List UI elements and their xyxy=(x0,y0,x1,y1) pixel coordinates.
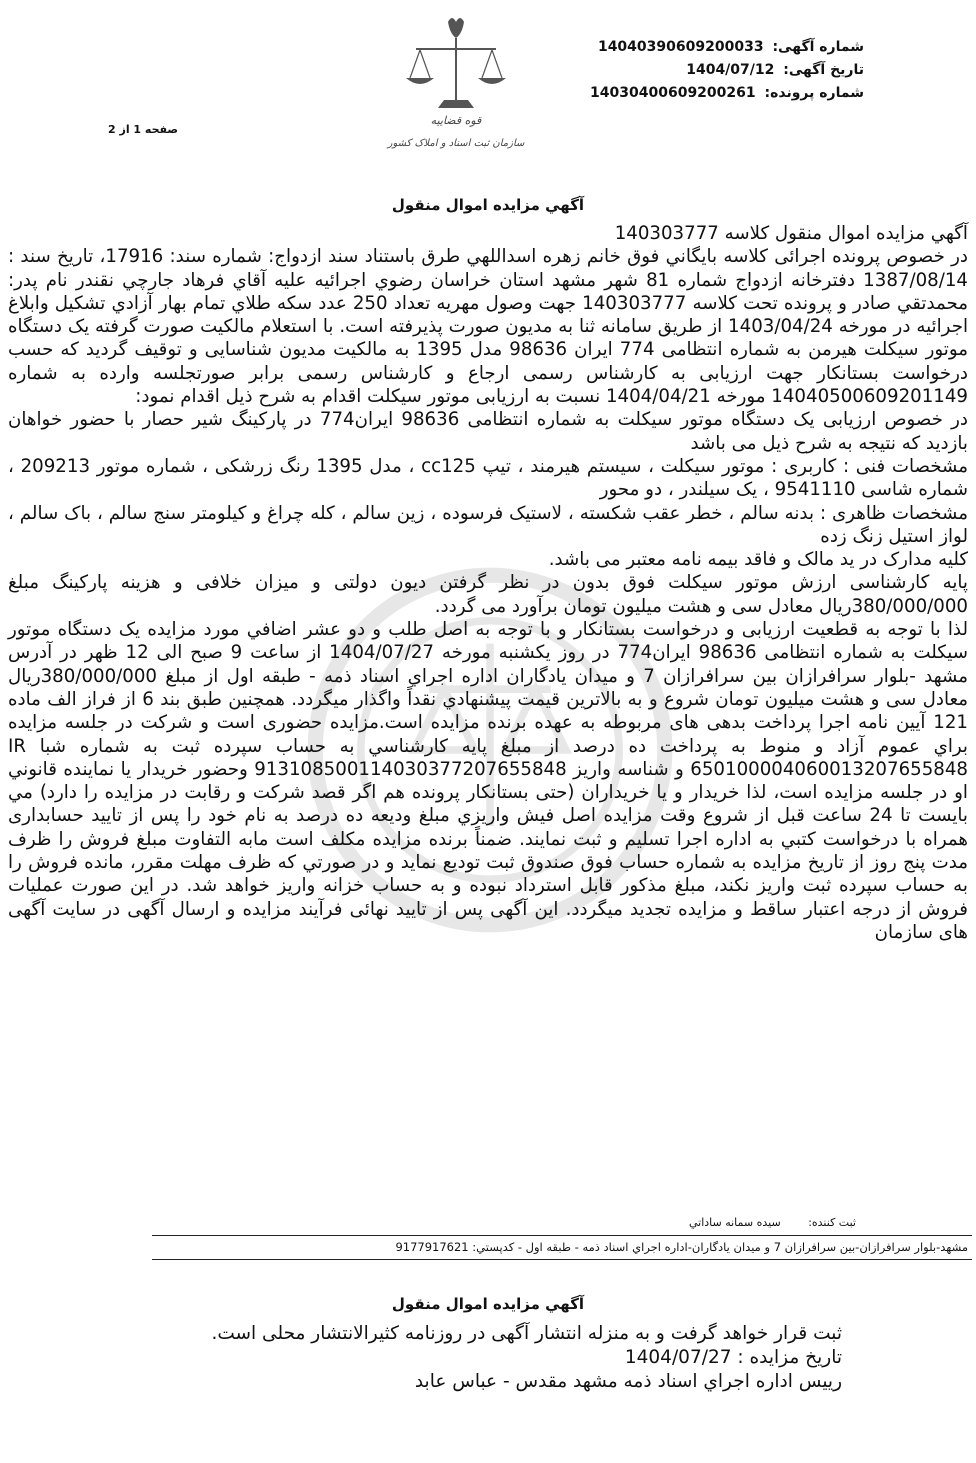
footer-line-auction-date: تاريخ مزايده : 1404/07/27 xyxy=(624,1347,842,1368)
emblem-caption-organization: سازمان ثبت اسناد و املاک کشور xyxy=(387,138,525,149)
body-paragraph-2: در خصوص پرونده اجرائی كلاسه بايگاني فوق خانم زهره اسداللهي طرق باستناد سند ازدواج: شماره سند: 17916، تاريخ سند : 1387/08/14 دفترخانه ازدواج شماره 81 شهر مشهد استان خراسان رضوي اجرائيه عليه آقاي فرهاد جارچي نقندر نام پدر: محمدتقي صادر و پرونده تحت كلاسه 140303777 جهت وصول مهريه تعداد 250 عدد سكه طلاي تمام بهار آزادي تشكيل وابلاغ اجرائيه در مورخه 1403/04/24 از طريق سامانه ثنا به مديون صورت پذيرفته است. با استعلام مالكيت صورت گرفته يک دستگاه موتور سيکلت هيرمن به شماره انتظامی 774 ايران 98636 مدل 1395 به مالکيت مديون شناسايی و توقيف گرديد كه حسب درخواست بستانكار جهت ارزيابی به كارشناس رسمی ارجاع و كارشناس رسمی برابر صورتجلسه وارده به شماره 14040500609201149 مورخه 1404/04/21 نسبت به ارزيابی موتور سيکلت اقدام به شرح ذيل اقدام نمود: xyxy=(8,246,969,408)
notice-meta xyxy=(590,36,864,105)
footer-line-signatory: رييس اداره اجراي اسناد ذمه مشهد مقدس - عباس عابد xyxy=(414,1371,842,1392)
judiciary-emblem-icon xyxy=(372,8,542,156)
footer-line-publication: ثبت قرار خواهد گرفت و به منزله انتشار آگهی در روزنامه كثيرالانتشار محلی است. xyxy=(211,1323,842,1344)
body-paragraph-6: کليه مدارک در يد مالک و فاقد بيمه نامه معتبر می باشد. xyxy=(548,549,968,571)
registrar-name: سيده سمانه ساداتي xyxy=(688,1216,781,1229)
body-paragraph-4: مشخصات فنی : کاربری : موتور سيکلت ، سيستم هيرمند ، تيپ cc125 ، مدل 1395 رنگ زرشکی ، شماره موتور 209213 ، شماره شاسی 9541110 ، يک سيلندر ، دو محور xyxy=(8,455,969,501)
notice-number-row xyxy=(590,36,864,59)
registrar xyxy=(689,1216,856,1229)
notice-date-label: تاریخ آگهی: xyxy=(783,62,864,78)
notice-body xyxy=(8,222,968,944)
notice-number-label: شماره آگهی: xyxy=(772,39,864,55)
emblem-caption-judiciary: قوه قضاییه xyxy=(430,114,482,127)
notice-date: 1404/07/12 xyxy=(686,62,775,78)
body-paragraph-5: مشخصات ظاهری : بدنه سالم ، خطر عقب شکسته ، لاستيک فرسوده ، زين سالم ، کله چراغ و کيلومتر سنج سالم ، باک سالم ، لواز استيل زنگ زده xyxy=(8,502,968,547)
page-indicator: صفحه 1 از 2 xyxy=(108,123,179,136)
case-number-row xyxy=(590,82,864,105)
registrar-label: ثبت كننده: xyxy=(808,1216,856,1229)
notice-title-page2: آگهي مزايده اموال منقول xyxy=(391,1295,585,1313)
notice-title: آگهي مزايده اموال منقول xyxy=(391,196,585,214)
notice-number: 14040390609200033 xyxy=(597,39,764,55)
case-number-label: شماره پرونده: xyxy=(764,85,864,101)
body-paragraph-8: لذا با توجه به قطعيت ارزيابی و درخواست بستانكار و با توجه به اصل طلب و دو عشر اضافي مورد مزايده يک دستگاه موتور سيکلت به شماره انتظامی 98636 ايران774 در روز يكشنبه مورخه 1404/07/27 از ساعت 9 صبح الی 12 ظهر در آدرس مشهد -بلوار سرافرازان بين سرافرازان 7 و ميدان يادگاران اداره اجراي اسناد ذمه - طبقه اول از مبلغ 380/000/000ريال معادل سی و هشت ميليون تومان شروع و به بالاترين قيمت پيشنهادي نقداً واگذار ميگردد. همچنين طبق بند 6 از فراز الف ماده 121 آيين نامه اجرا پرداخت بدهی های مربوطه به عهده برنده مزايده است.مزايده حضوری است و شركت در جلسه مزايده براي عموم آزاد و منوط به پرداخت ده درصد از مبلغ پايه كارشناسي به حساب سپرده ثبت به شماره شبا IR 650100004060013207655848 و شناسه واريز 913108500114030377207655848 وحضور خريدار يا نماينده قانوني او در جلسه مزايده است، لذا خريدار و يا خريداران (حتی بستانكار پرونده هم اگر قصد شركت و رقابت در مزايده را دارد) مي بايست تا 24 ساعت قبل از شروع وقت مزايده اصل فيش واريزي مبلغ وديعه ده درصد به نام خود را پس از تاييد حسابداری همراه با درخواست كتبي به اداره اجرا تسليم و ثبت نمايند. ضمناً برنده مزايده مكلف است مابه التفاوت مبلغ فروش را ظرف مدت پنج روز از تاريخ مزايده به شماره حساب فوق صندوق ثبت توديع نمايد و در صورتي كه ظرف مهلت مقرر، مانده فروش را به حساب سپرده ثبت واريز نكند، مبلغ مذكور قابل استرداد نبوده و به حساب خزانه واريز خواهد شد. در اين صورت عمليات فروش از درجه اعتبار ساقط و مزايده تجديد ميگردد. اين آگهی پس از تاييد نهائی فرآيند مزايده و ارسال آگهی در سايت آگهی های سازمان xyxy=(8,619,969,943)
body-paragraph-1: آگهي مزايده اموال منقول كلاسه 140303777 xyxy=(614,223,968,244)
body-paragraph-7: پايه کارشناسی ارزش موتور سيکلت فوق بدون در نظر گرفتن ديون دولتی و ميزان خلافی و هزينه پارکينگ مبلغ 380/000/000ريال معادل سی و هشت ميليون تومان برآورد می گردد. xyxy=(8,572,968,617)
divider-top xyxy=(152,1235,972,1236)
notice-date-row xyxy=(590,59,864,82)
case-number: 14030400609200261 xyxy=(590,85,756,101)
office-address: مشهد-بلوار سرافرازان-بين سرافرازان 7 و ميدان يادگاران-اداره اجراي اسناد ذمه - طبقه اول - كدپستي: 9177917621 xyxy=(395,1240,968,1254)
divider-bottom xyxy=(152,1259,972,1260)
body-paragraph-3: در خصوص ارزيابی يک دستگاه موتور سيکلت به شماره انتظامی 98636 ايران774 در پارکينگ شير حصار با حضور خواهان بازديد كه نتيجه به شرح ذيل می باشد xyxy=(8,409,969,454)
notice-footer xyxy=(122,1322,842,1394)
